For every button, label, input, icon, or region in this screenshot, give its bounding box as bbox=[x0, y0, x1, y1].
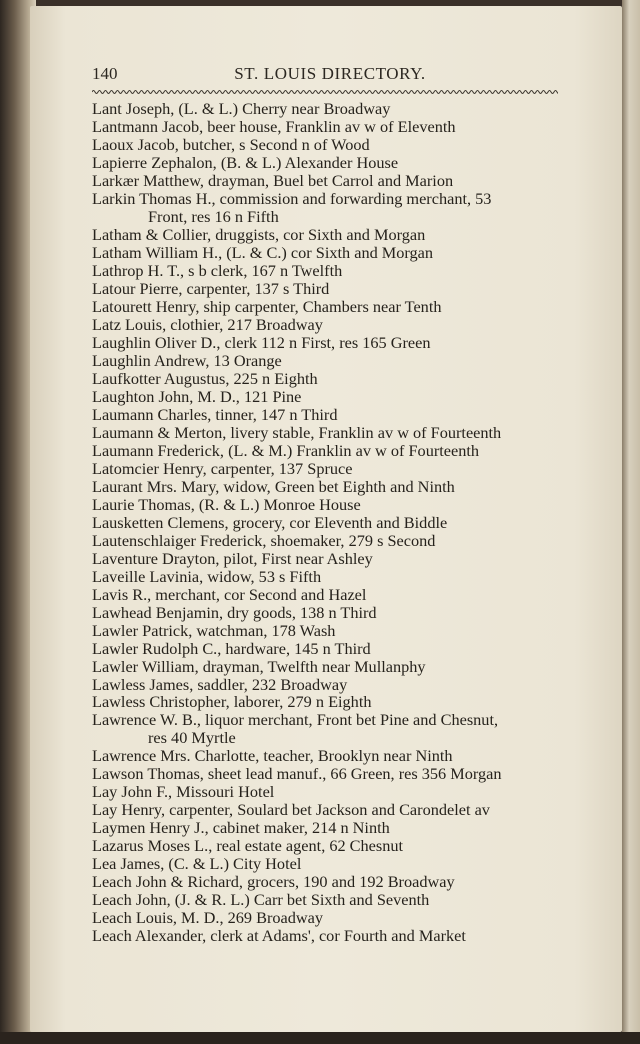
directory-entry: Lapierre Zephalon, (B. & L.) Alexander House bbox=[92, 152, 399, 172]
directory-entry: Lavis R., merchant, cor Second and Hazel bbox=[92, 584, 367, 604]
directory-entry: Laventure Drayton, pilot, First near Ashley bbox=[92, 548, 373, 568]
directory-entry: Laveille Lavinia, widow, 53 s Fifth bbox=[92, 566, 322, 586]
directory-entry: Laurant Mrs. Mary, widow, Green bet Eighth and Ninth bbox=[92, 476, 455, 496]
directory-entry: Lawless James, saddler, 232 Broadway bbox=[92, 674, 348, 694]
directory-entry: Leach Alexander, clerk at Adams', cor Fourth and Market bbox=[92, 926, 466, 946]
directory-entry: Lay John F., Missouri Hotel bbox=[92, 782, 275, 802]
directory-entry: Laufkotter Augustus, 225 n Eighth bbox=[92, 368, 318, 388]
directory-entry: Laymen Henry J., cabinet maker, 214 n Ninth bbox=[92, 818, 390, 838]
directory-entry: Larkær Matthew, drayman, Buel bet Carrol and Marion bbox=[92, 170, 454, 190]
directory-entry: Lawler Patrick, watchman, 178 Wash bbox=[92, 620, 336, 640]
directory-entries bbox=[92, 100, 562, 945]
directory-entry: Latour Pierre, carpenter, 137 s Third bbox=[92, 278, 330, 298]
directory-entry: Lawler Rudolph C., hardware, 145 n Third bbox=[92, 638, 371, 658]
entry-continuation: Front, res 16 n Fifth bbox=[148, 206, 279, 226]
directory-entry: Lazarus Moses L., real estate agent, 62 Chesnut bbox=[92, 836, 404, 856]
page-number: 140 bbox=[92, 64, 118, 83]
directory-entry: Laumann & Merton, livery stable, Franklin av w of Fourteenth bbox=[92, 422, 502, 442]
directory-entry: Leach John & Richard, grocers, 190 and 192 Broadway bbox=[92, 872, 455, 892]
directory-entry: Lawhead Benjamin, dry goods, 138 n Third bbox=[92, 602, 377, 622]
directory-entry: Laumann Charles, tinner, 147 n Third bbox=[92, 404, 338, 424]
directory-entry: Laumann Frederick, (L. & M.) Franklin av w of Fourteenth bbox=[92, 440, 480, 460]
directory-entry: Lathrop H. T., s b clerk, 167 n Twelfth bbox=[92, 260, 343, 280]
running-title: ST. LOUIS DIRECTORY. bbox=[234, 64, 426, 83]
directory-entry: Laughton John, M. D., 121 Pine bbox=[92, 386, 302, 406]
directory-entry: Latham & Collier, druggists, cor Sixth and Morgan bbox=[92, 224, 426, 244]
directory-entry: Lawless Christopher, laborer, 279 n Eighth bbox=[92, 692, 372, 712]
directory-entry: Lautenschlaiger Frederick, shoemaker, 279 s Second bbox=[92, 530, 436, 550]
directory-entry: Lea James, (C. & L.) City Hotel bbox=[92, 854, 302, 874]
directory-entry: Lawler William, drayman, Twelfth near Mullanphy bbox=[92, 656, 426, 676]
directory-entry: Latourett Henry, ship carpenter, Chambers near Tenth bbox=[92, 296, 442, 316]
directory-entry: Latz Louis, clothier, 217 Broadway bbox=[92, 314, 323, 334]
directory-entry: Laurie Thomas, (R. & L.) Monroe House bbox=[92, 494, 361, 514]
directory-entry: Latomcier Henry, carpenter, 137 Spruce bbox=[92, 458, 353, 478]
wavy-rule bbox=[92, 88, 558, 96]
directory-entry: Larkin Thomas H., commission and forwarding merchant, 53 bbox=[92, 188, 492, 208]
entry-continuation: res 40 Myrtle bbox=[148, 728, 236, 748]
directory-entry: Lawson Thomas, sheet lead manuf., 66 Green, res 356 Morgan bbox=[92, 764, 502, 784]
directory-entry: Laughlin Andrew, 13 Orange bbox=[92, 350, 282, 370]
directory-entry: Lant Joseph, (L. & L.) Cherry near Broadway bbox=[92, 99, 391, 118]
page-header bbox=[92, 64, 558, 86]
directory-entry: Lantmann Jacob, beer house, Franklin av w of Eleventh bbox=[92, 116, 456, 136]
directory-entry: Leach John, (J. & R. L.) Carr bet Sixth and Seventh bbox=[92, 890, 430, 910]
book-bottom-edge bbox=[0, 1032, 640, 1044]
directory-entry: Lausketten Clemens, grocery, cor Eleventh and Biddle bbox=[92, 512, 448, 532]
directory-entry: Lay Henry, carpenter, Soulard bet Jackson and Carondelet av bbox=[92, 800, 490, 820]
directory-entry: Lawrence W. B., liquor merchant, Front bet Pine and Chesnut, bbox=[92, 710, 499, 730]
adjacent-page-edge bbox=[622, 0, 640, 1044]
directory-entry: Laughlin Oliver D., clerk 112 n First, res 165 Green bbox=[92, 332, 431, 352]
directory-entry: Lawrence Mrs. Charlotte, teacher, Brooklyn near Ninth bbox=[92, 746, 453, 766]
directory-entry: Latham William H., (L. & C.) cor Sixth and Morgan bbox=[92, 242, 434, 262]
directory-entry: Laoux Jacob, butcher, s Second n of Wood bbox=[92, 134, 370, 154]
directory-entry: Leach Louis, M. D., 269 Broadway bbox=[92, 908, 324, 928]
